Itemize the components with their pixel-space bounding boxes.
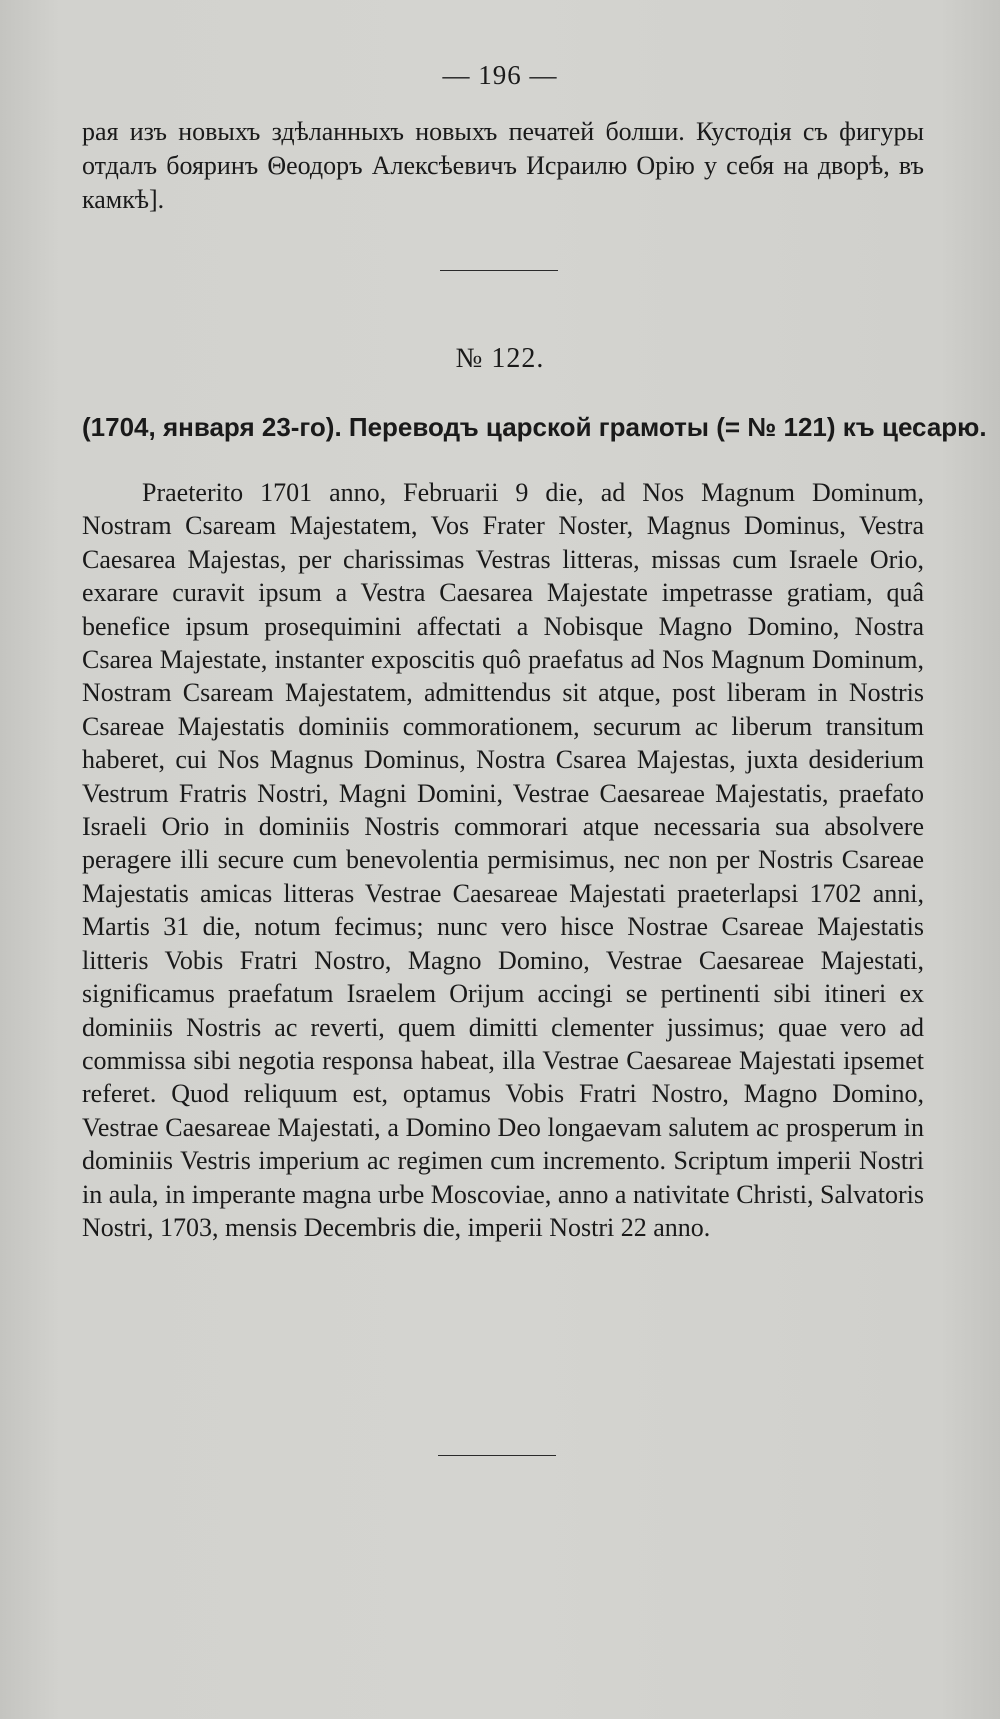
latin-body-text: Praeterito 1701 anno, Februarii 9 die, ad Nos Magnum Dominum, Nostram Csaream Majestatem, Vos Frater Noster, Magnus Dominus, Vestra Caesarea Majestas, per charissimas Vestras litteras, missas cum Israele Orio, exarare curavit ipsum a Vestra Caesarea Majestate impetrasse gratiam, quâ benefice ipsum prosequimini affectati a Nobisque Magno Domino, Nostra Csarea Majestate, instanter exposcitis quô praefatus ad Nos Magnum Dominum, Nostram Csaream Majestatem, admittendus sit atque, post liberam in Nostris Csareae Majestatis dominiis commorationem, securum ac liberum transitum haberet, cui Nos Magnus Dominus, Nostra Csarea Majestas, juxta desiderium Vestrum Fratris Nostri, Magni Domini, Vestrae Caesareae Majestatis, praefato Israeli Orio in dominiis Nostris commorari atque necessaria sua absolvere peragere illi secure cum benevolentia permisimus, nec non per Nostris Csareae Majestatis amicas litteras Vestrae Caesareae Majestati praeterlapsi 1702 anni, Martis 31 die, notum fecimus; nunc vero hisce Nostrae Csareae Majestatis litteris Vobis Fratri Nostro, Magno Domino, Vestrae Caesareae Majestati, significamus praefatum Israelem Orijum accingi se pertinenti sibi itineri ex dominiis Nostris ac reverti, quem dimitti clementer jussimus; quae vero ad commissa sibi negotia responsa habeat, illa Vestrae Caesareae Majestati ipsemet referet. Quod reliquum est, optamus Vobis Fratri Nostro, Magno Domino, Vestrae Caesareae Majestati, a Domino Deo longaevam salutem ac prosperum in dominiis Vestris imperium ac regimen cum incremento. Scriptum imperii Nostri in aula, in imperante magna urbe Moscoviae, anno a nativitate Christi, Salvatoris Nostri, 1703, mensis Decembris die, imperii Nostri 22 anno. <box>82 478 924 1242</box>
page-number: — 196 — <box>442 60 558 90</box>
footnote-divider <box>438 1455 556 1456</box>
document-number: № 122. <box>455 343 545 374</box>
section-divider <box>440 270 558 271</box>
continuation-paragraph: рая изъ новыхъ здѣланныхъ новыхъ печатей болши. Кустодія съ фигуры отдалъ бояринъ Θеодоръ Алексѣевичъ Исраилю Орію у себя на дворѣ, въ камкѣ]. <box>82 117 924 214</box>
document-heading: (1704, января 23-го). Переводъ царской грамоты (= № 121) къ цесарю. <box>82 412 987 442</box>
